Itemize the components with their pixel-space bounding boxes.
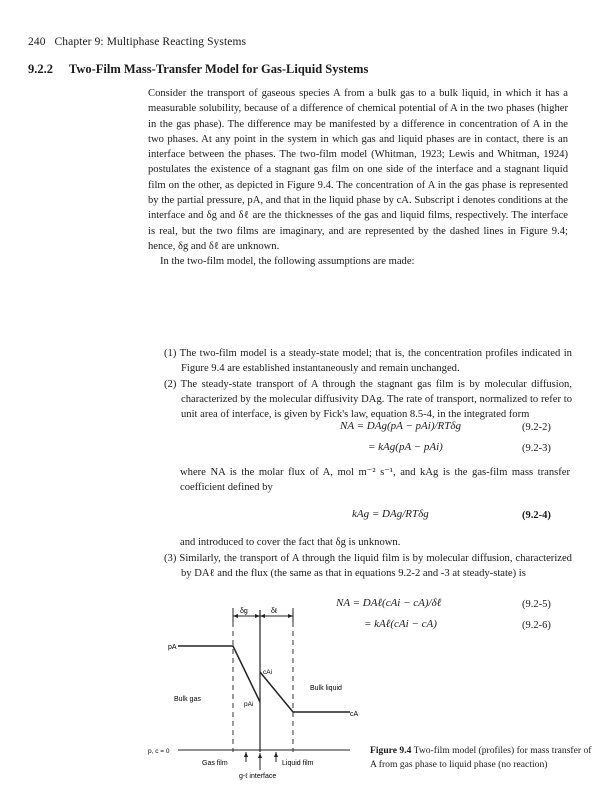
equation-9-2-4: kAg = DAg/RTδg [352,508,429,520]
assumption-list-bottom [164,551,572,582]
liquid-film-label: Liquid film [282,760,314,767]
liquid-profile [260,672,350,712]
assumption-list-top [164,346,572,422]
arrowhead [255,614,260,618]
cAi-label: cAi [263,669,273,676]
p-c-zero-label: p, c = 0 [148,748,170,755]
arrowhead [258,753,262,758]
assumption-1: (1) The two-film model is a steady-state model; that is, the concentration profiles indicated in Figure 9.4 are established instantaneously and remain unchanged. [164,348,572,375]
pAi-label: pAi [244,701,254,708]
equation-number: (9.2-3) [522,443,551,454]
arrowhead [288,614,293,618]
figure-caption [370,744,596,772]
intro-text [148,86,568,270]
interface-label: g-ℓ interface [239,773,277,780]
section-heading [28,62,368,77]
assumption-2: (2) The steady-state transport of A through the stagnant gas film is by molecular diffusion, characterized by the molecular diffusivity DAg. The rate of transport, normalized to refer to unit area of interface, is given by Fick's law, equation 8.5-4, in the integrated form [164,378,572,421]
equation-number: (9.2-2) [522,422,551,433]
chapter-title: Chapter 9: Multiphase Reacting Systems [54,36,247,48]
two-film-diagram [148,600,375,785]
pA-label: pA [168,644,177,651]
assumption-3: (3) Similarly, the transport of A through the liquid film is by molecular diffusion, characterized by DAℓ and the flux (the same as that in equations 9.2-2 and -3 at steady-state) is [164,553,572,580]
arrowhead [233,614,238,618]
cA-label: cA [350,711,359,718]
arrowhead [244,752,248,757]
figure-label: Figure 9.4 [370,745,412,756]
where-text: where NA is the molar flux of A, mol m⁻² s⁻¹, and kAg is the gas-film mass transfer coefficient defined by [180,467,570,494]
equation-number: (9.2-6) [522,620,551,631]
delta-g-label: δg [240,608,248,615]
equation-9-2-2: NA = DAg(pA − pAi)/RTδg [340,420,461,432]
equation-number: (9.2-4) [522,510,551,521]
running-head [28,36,246,48]
bulk-liquid-label: Bulk liquid [310,685,342,692]
arrowhead [260,614,265,618]
arrowhead [274,752,278,757]
bulk-gas-label: Bulk gas [174,696,201,703]
equation-number: (9.2-5) [522,599,551,610]
assumptions-lead: In the two-film model, the following assumptions are made: [160,256,415,268]
section-number: 9.2.2 [28,62,53,76]
section-title: Two-Film Mass-Transfer Model for Gas-Liquid Systems [68,62,369,76]
delta-l-label: δℓ [271,608,278,615]
introduced-text: and introduced to cover the fact that δg is unknown. [180,537,401,548]
intro-paragraph: Consider the transport of gaseous species A from a bulk gas to a bulk liquid, in which it has a measurable solubility, because of a difference of chemical potential of A in the two phases (higher in the gas phase). The difference may be manifested by a difference in concentration of A in the two phases. At any point in the system in which gas and liquid phases are in contact, there is an interface between the phases. The two-film model (Whitman, 1923; Lewis and Whitman, 1924) postulates the existence of a stagnant gas film on one side of the interface and a stagnant liquid film on the other, as depicted in Figure 9.4. The concentration of A in the gas phase is represented by the partial pressure, pA, and that in the liquid phase by cA. Subscript i denotes conditions at the interface and δg and δℓ are the thicknesses of the gas and liquid films, respectively. The interface is real, but the two films are imaginary, and are represented by the dashed lines in Figure 9.4; hence, δg and δℓ are unknown. [148,88,568,252]
equation-9-2-6: = kAℓ(cAi − cA) [364,618,437,630]
equation-9-2-3: = kAg(pA − pAi) [368,441,443,453]
page-number: 240 [28,36,46,48]
figure-caption-text: Two-film model (profiles) for mass transfer of A from gas phase to liquid phase (no reaction) [370,745,592,770]
equation-9-2-5: NA = DAℓ(cAi − cA)/δℓ [336,597,442,609]
gas-film-label: Gas film [202,760,228,767]
gas-profile [178,646,260,702]
